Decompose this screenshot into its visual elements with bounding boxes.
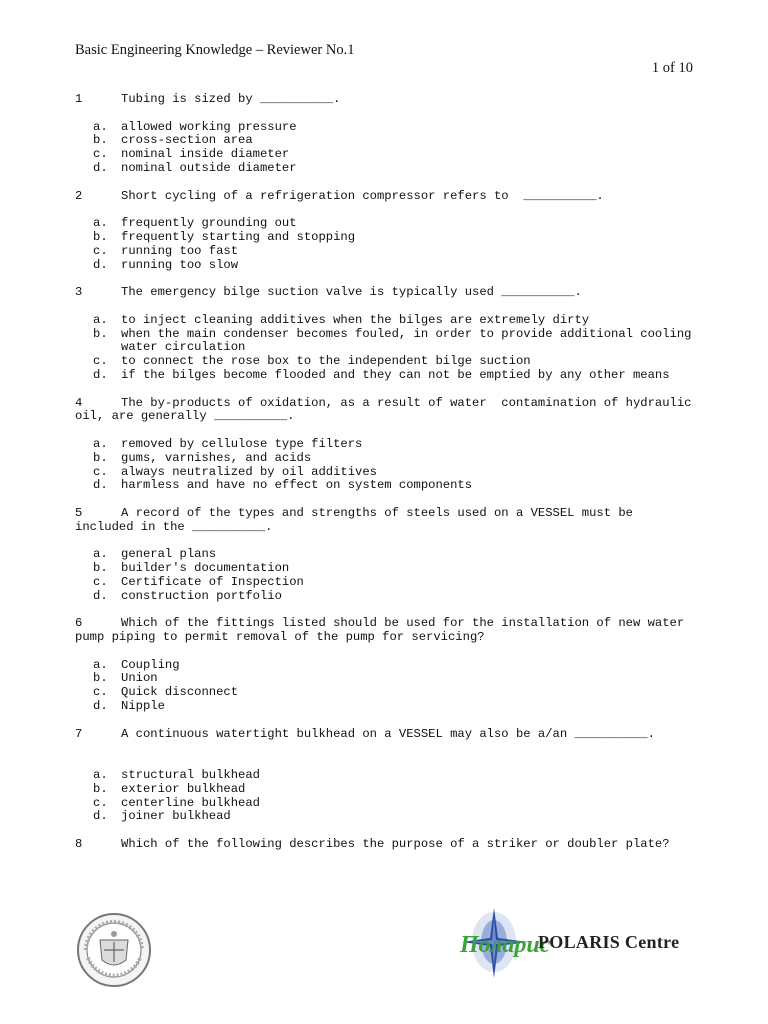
option-a: a. Coupling	[93, 657, 180, 672]
polaris-script-text: Поларис	[460, 932, 551, 958]
option-d: d. joiner bulkhead	[93, 809, 231, 824]
option-c: c. nominal inside diameter	[93, 147, 290, 162]
option-list	[75, 659, 695, 714]
question-5	[75, 507, 695, 604]
option-list	[75, 548, 695, 603]
question-number: 5	[75, 505, 83, 520]
option-d: d. nominal outside diameter	[93, 160, 297, 175]
option-list	[75, 314, 695, 383]
option-d: d. harmless and have no effect on system components	[93, 478, 473, 493]
option-a: a. frequently grounding out	[93, 216, 297, 231]
option-list	[75, 217, 695, 272]
option-d: d. construction portfolio	[93, 588, 282, 603]
option-b: b. cross-section area	[93, 133, 253, 148]
question-number: 6	[75, 616, 83, 631]
question-1	[75, 93, 695, 176]
question-2	[75, 190, 695, 273]
option-d: d. if the bilges become flooded and they can not be emptied by any other means	[93, 367, 670, 382]
polaris-logo	[458, 908, 696, 984]
option-list	[75, 769, 695, 824]
question-text: Short cycling of a refrigeration compressor refers to __________.	[121, 188, 604, 203]
document-title: Basic Engineering Knowledge – Reviewer No.1	[75, 42, 355, 58]
option-c: c. always neutralized by oil additives	[93, 464, 377, 479]
option-b: b. gums, varnishes, and acids	[93, 450, 312, 465]
question-number: 1	[75, 92, 83, 106]
option-a: a. removed by cellulose type filters	[93, 436, 363, 451]
option-d: d. Nipple	[93, 699, 165, 714]
question-text: Which of the following describes the purpose of a striker or doubler plate?	[121, 837, 670, 852]
option-b: b. when the main condenser becomes fouled, in order to provide additional cooling water circulation	[93, 326, 692, 355]
question-4	[75, 395, 699, 494]
question-text: The emergency bilge suction valve is typically used __________.	[121, 285, 582, 300]
question-number: 2	[75, 188, 83, 203]
question-text: Which of the fittings listed should be used for the installation of new water pump piping to permit removal of the pump for servicing?	[75, 616, 692, 645]
option-c: c. running too fast	[93, 243, 239, 258]
option-d: d. running too slow	[93, 257, 239, 272]
question-number: 7	[75, 726, 83, 741]
option-b: b. frequently starting and stopping	[93, 229, 356, 244]
page-number: 1 of 10	[651, 60, 693, 76]
question-text: A record of the types and strengths of steels used on a VESSEL must be included in the __________.	[75, 505, 641, 534]
question-number: 4	[75, 395, 83, 410]
option-a: a. allowed working pressure	[93, 119, 297, 134]
option-b: b. Union	[93, 671, 158, 686]
question-6	[75, 617, 695, 714]
option-c: c. Quick disconnect	[93, 685, 239, 700]
option-b: b. builder's documentation	[93, 561, 290, 576]
option-a: a. to inject cleaning additives when the bilges are extremely dirty	[93, 312, 590, 327]
question-text: A continuous watertight bulkhead on a VESSEL may also be a/an __________.	[121, 726, 655, 741]
question-list	[75, 92, 699, 866]
option-b: b. exterior bulkhead	[93, 781, 246, 796]
option-c: c. centerline bulkhead	[93, 795, 260, 810]
question-text: Tubing is sized by __________.	[121, 92, 341, 106]
option-list	[75, 438, 695, 493]
question-text: The by-products of oxidation, as a result of water contamination of hydraulic oil, are generally __________.	[75, 395, 699, 424]
question-3	[75, 286, 695, 383]
question-number: 8	[75, 837, 83, 852]
option-a: a. general plans	[93, 547, 217, 562]
option-a: a. structural bulkhead	[93, 768, 260, 783]
question-8	[75, 838, 695, 852]
question-number: 3	[75, 285, 83, 300]
option-list	[75, 121, 695, 176]
question-7	[75, 728, 695, 825]
option-c: c. to connect the rose box to the independent bilge suction	[93, 354, 531, 369]
polaris-centre-text: POLARIS Centre	[538, 932, 680, 952]
option-c: c. Certificate of Inspection	[93, 574, 304, 589]
school-seal-logo	[76, 912, 152, 988]
